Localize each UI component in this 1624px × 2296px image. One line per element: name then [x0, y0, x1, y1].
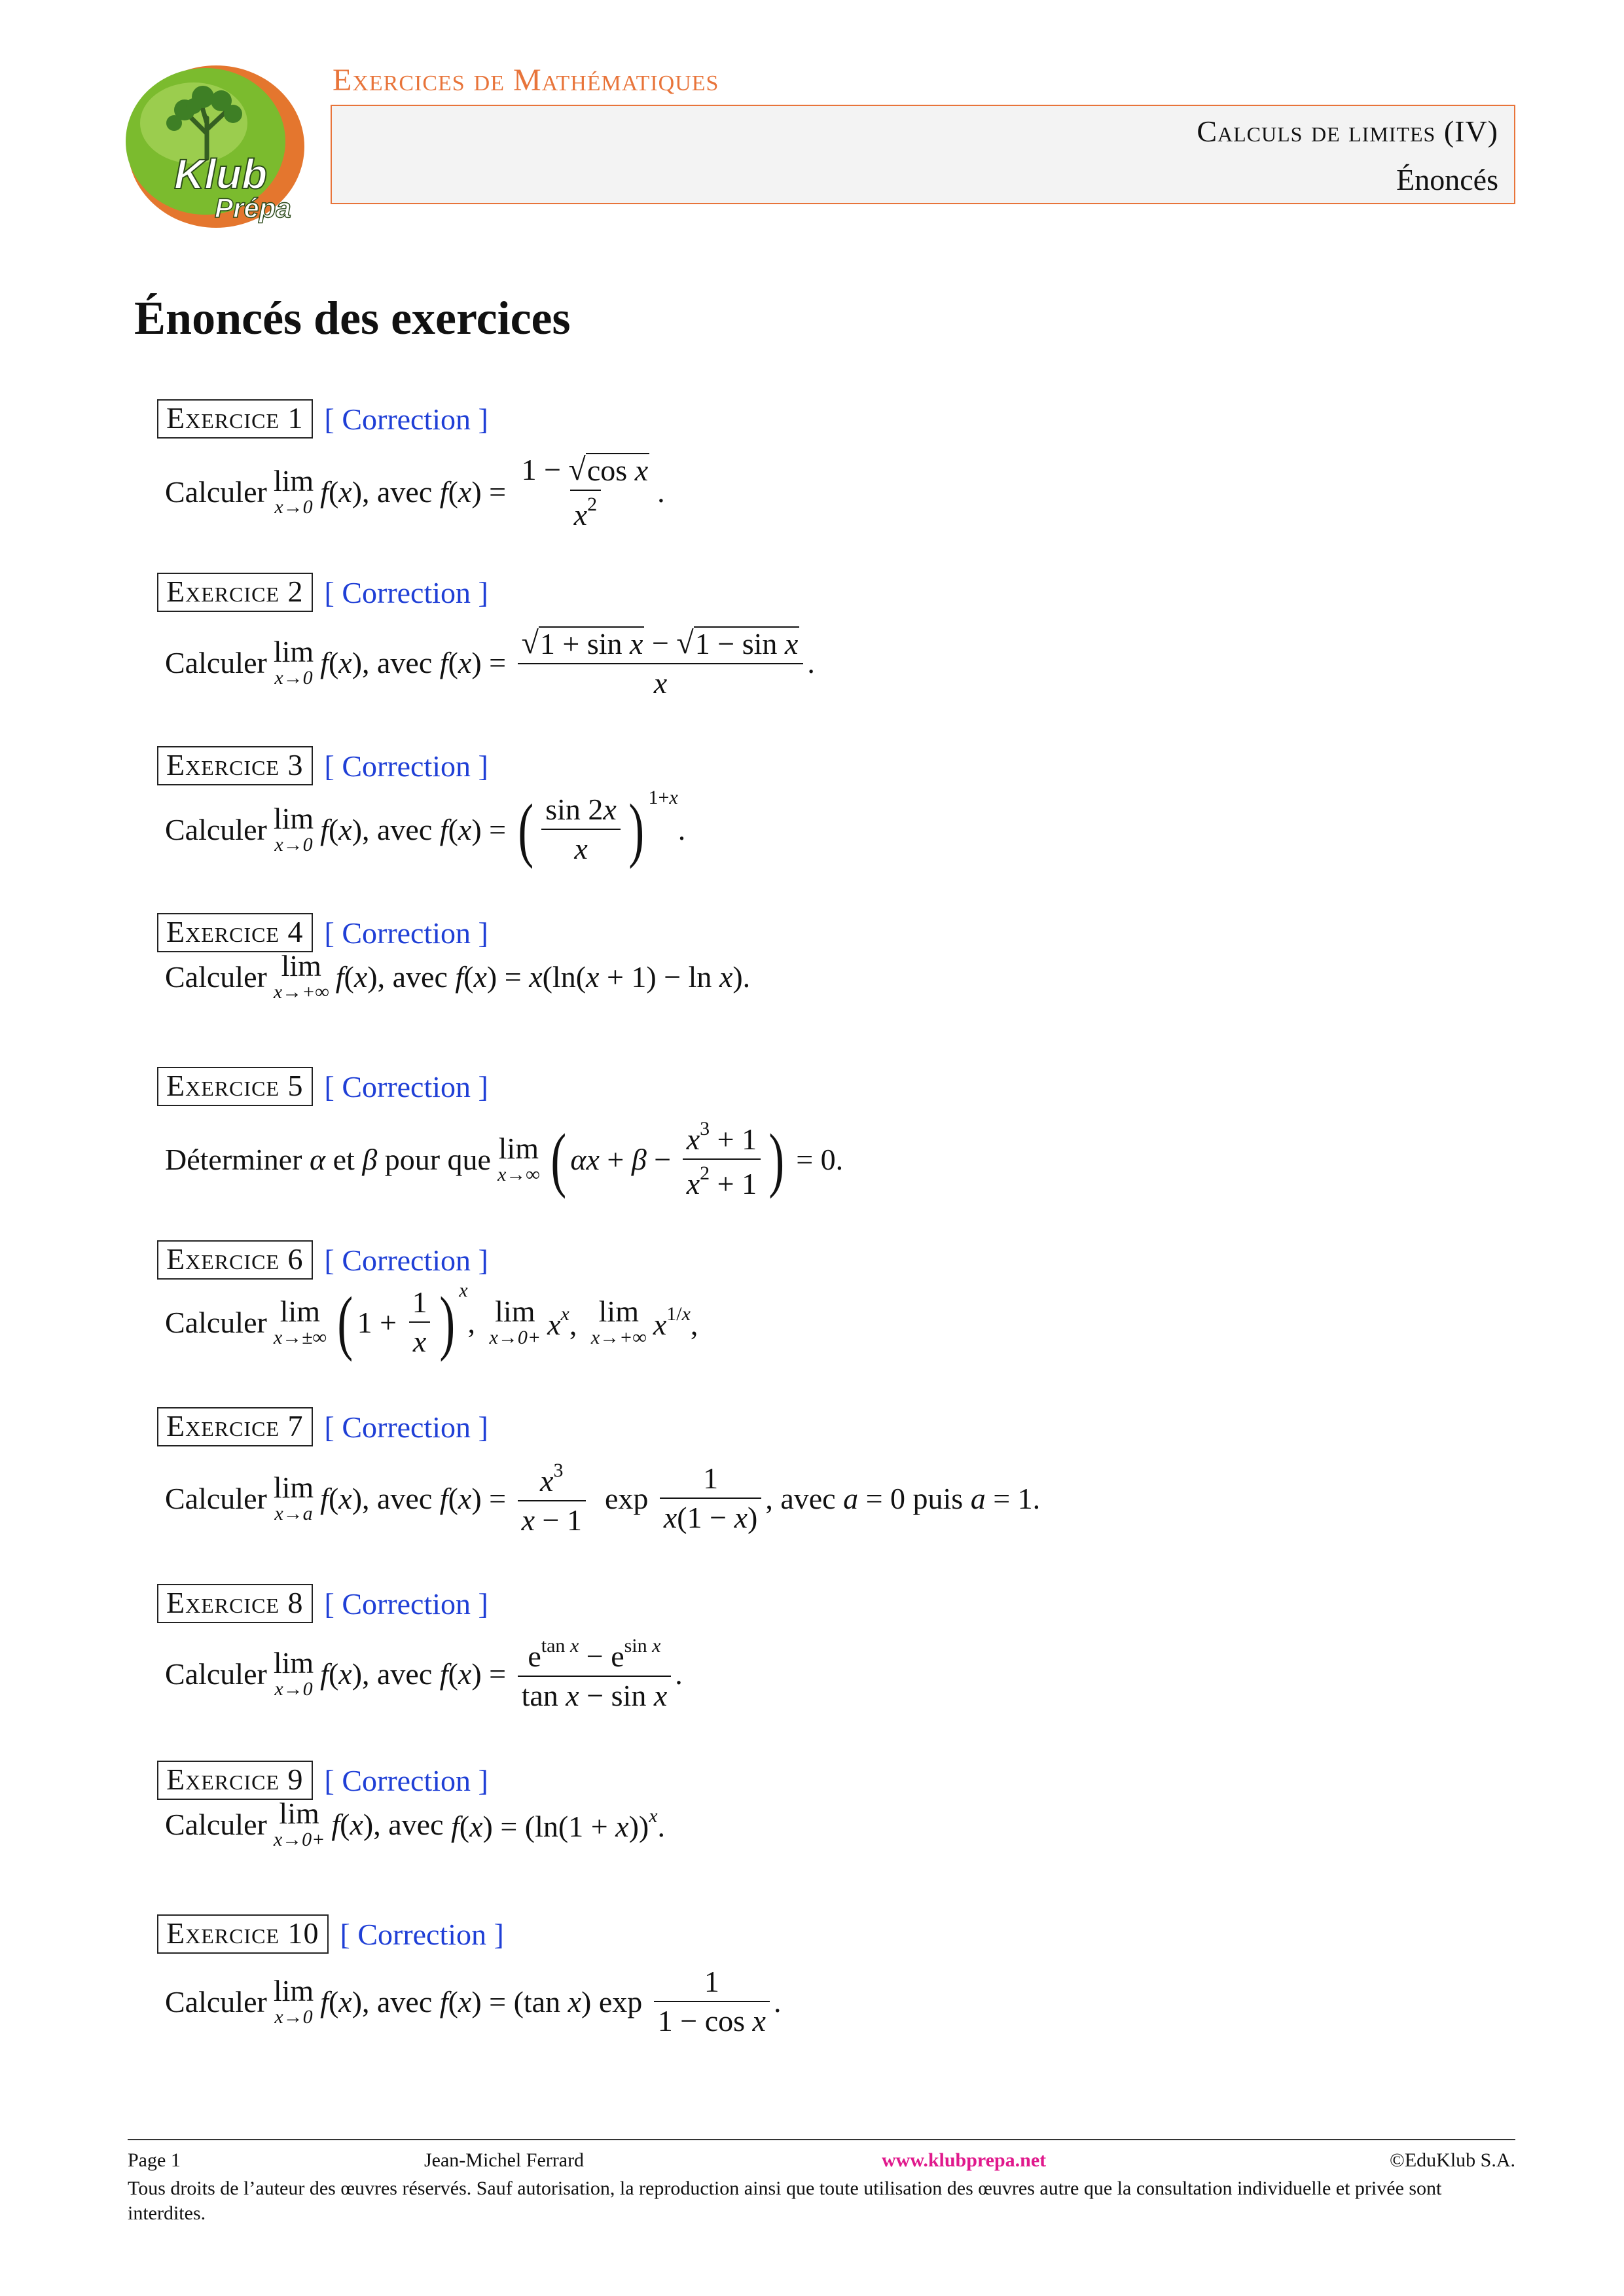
exercise-label: Exercice 5 — [157, 1067, 313, 1106]
exercise-statement: Calculer lim x→±∞ ( 1 + $\frac{1}{x}$ ) x , lim x→0+ $x^x$, lim x→+∞ $x^{1/x}$, — [165, 1280, 698, 1362]
exercise-label: Exercice 9 — [157, 1761, 313, 1800]
fraction: $\frac{1}{x(1 - x)}$ — [660, 1463, 761, 1533]
exercise-1 — [157, 399, 665, 531]
limit-operator: lim x→∞ — [497, 1131, 540, 1185]
exercise-header — [157, 1584, 488, 1623]
document-title: Calculs de limites (IV) — [1197, 115, 1498, 148]
exercise-statement: Calculer lim x→a f(x) , avec f(x) = $\frac{x^3}{x - 1}$ exp $\frac{1}{x(1 - x)}$ , avec a = 0 puis a = 1. — [165, 1460, 1041, 1537]
header-box — [331, 105, 1515, 204]
correction-link[interactable]: [ Correction ] — [324, 402, 488, 436]
fraction: $\frac{e^{tan x} - e^{sin x}}{\text{tan x − sin x}}$ — [518, 1636, 672, 1711]
limit-operator: lim x→a — [273, 1470, 314, 1524]
author-name: Jean-Michel Ferrard — [424, 2149, 585, 2171]
exercise-statement: Calculer lim x→0 f(x) , avec f(x) = ( $\frac{\sin 2x}{x}$ ) 1+x . — [165, 787, 686, 869]
statement-verb: Calculer — [165, 1808, 267, 1841]
correction-link[interactable]: [ Correction ] — [324, 916, 488, 950]
limit-operator: lim x→+∞ — [273, 949, 329, 1003]
exercise-label: Exercice 6 — [157, 1240, 313, 1280]
exercise-header — [157, 1407, 488, 1446]
exercise-header — [157, 1067, 488, 1106]
limit-operator: lim x→0 — [273, 1645, 314, 1700]
exercise-3 — [157, 746, 686, 869]
exercise-7 — [157, 1407, 1041, 1537]
limit-operator: lim x→0 — [273, 1973, 314, 2028]
exercise-label: Exercice 8 — [157, 1584, 313, 1623]
copyright: ©EduKlub S.A. — [1390, 2149, 1515, 2171]
statement-verb: Calculer — [165, 1657, 267, 1691]
statement-verb: Calculer — [165, 1305, 267, 1339]
exercise-10 — [157, 1914, 782, 2037]
exercise-statement: Calculer lim x→0 f(x) , avec f(x) = (tan x) exp $\frac{1}{\text{1 − cos x}}$ . — [165, 1965, 782, 2037]
exercise-statement: Calculer lim x→0 f(x) , avec f(x) = 1 − √ cos x $x^2$ . — [165, 452, 665, 531]
exercise-label: Exercice 2 — [157, 573, 313, 612]
exercise-6 — [157, 1240, 698, 1362]
series-title: Exercices de Mathématiques — [333, 63, 719, 98]
correction-link[interactable]: [ Correction ] — [324, 1243, 488, 1277]
exercise-2 — [157, 573, 815, 700]
correction-link[interactable]: [ Correction ] — [324, 1763, 488, 1797]
exercise-label: Exercice 3 — [157, 746, 313, 785]
limit-operator: lim x→+∞ — [590, 1294, 647, 1348]
statement-verb: Calculer — [165, 475, 267, 509]
limit-operator: lim x→0+ — [273, 1797, 325, 1850]
exercise-statement: Calculer lim x→+∞ f(x) , avec f(x) = x(ln(x + 1) − ln x). — [165, 949, 751, 1003]
fraction: 1 − √ cos x $x^2$ — [521, 452, 649, 531]
exercise-header — [157, 1914, 504, 1954]
document-subtitle: Énoncés — [1396, 163, 1498, 196]
statement-verb: Calculer — [165, 1481, 267, 1515]
fraction: $\frac{1}{\text{1 − cos x}}$ — [654, 1967, 770, 2036]
correction-link[interactable]: [ Correction ] — [340, 1917, 504, 1951]
exercise-header — [157, 746, 488, 785]
exercise-5 — [157, 1067, 844, 1200]
svg-text:Prépa: Prépa — [215, 192, 291, 223]
legal-notice: Tous droits de l’auteur des œuvres réservés. Sauf autorisation, la reproduction ainsi que toute utilisation des œuvres autre que la consultation individuelle et privée sont interdites. — [128, 2178, 1442, 2224]
fraction: √ 1 + sin x − √ 1 − sin x x — [518, 626, 804, 698]
fraction: $\frac{x^3}{x - 1}$ — [518, 1461, 586, 1535]
statement-verb: Calculer — [165, 812, 267, 846]
statement-verb: Déterminer — [165, 1142, 302, 1176]
correction-link[interactable]: [ Correction ] — [324, 575, 488, 609]
exercise-4 — [157, 913, 751, 1003]
fraction: $\frac{1}{x}$ — [408, 1287, 431, 1357]
limit-operator: lim x→0+ — [489, 1294, 541, 1348]
statement-verb: Calculer — [165, 645, 267, 679]
exercise-header — [157, 913, 488, 952]
exercise-9 — [157, 1761, 666, 1850]
exercise-label: Exercice 4 — [157, 913, 313, 952]
page-number: Page 1 — [128, 2149, 181, 2171]
limit-operator: lim x→0 — [273, 463, 314, 518]
statement-verb: Calculer — [165, 960, 267, 994]
svg-text:Klub: Klub — [174, 151, 268, 198]
klubprepa-logo — [117, 60, 313, 230]
exercise-header — [157, 1761, 488, 1800]
exercise-label: Exercice 7 — [157, 1407, 313, 1446]
limit-operator: lim x→±∞ — [273, 1294, 327, 1348]
footer-rule — [128, 2139, 1515, 2140]
exercise-header — [157, 573, 488, 612]
correction-link[interactable]: [ Correction ] — [324, 1587, 488, 1621]
exercise-label: Exercice 10 — [157, 1914, 329, 1954]
square-root: √ 1 + sin x — [521, 626, 643, 660]
statement-verb: Calculer — [165, 1984, 267, 2018]
exercise-header — [157, 399, 488, 439]
square-root: √ cos x — [568, 452, 649, 487]
exercise-statement: Calculer lim x→0+ f(x) , avec $f(x) = (\ln(1 + x))^x$. — [165, 1797, 666, 1850]
limit-operator: lim x→0 — [273, 801, 314, 855]
fraction: $\frac{x^3 + 1}{x^2 + 1}$ — [683, 1119, 761, 1199]
exercise-8 — [157, 1584, 683, 1712]
exercise-statement: Déterminer α et β pour que lim x→∞ ( αx + β − $\frac{x^3 + 1}{x^2 + 1}$ ) = 0. — [165, 1118, 844, 1200]
limit-operator: lim x→0 — [273, 634, 314, 689]
exercise-label: Exercice 1 — [157, 399, 313, 439]
exercise-statement: Calculer lim x→0 f(x) , avec f(x) = √ 1 + sin x − √ 1 − sin x x . — [165, 626, 815, 700]
website-link[interactable]: www.klubprepa.net — [882, 2149, 1047, 2171]
fraction: $\frac{\sin 2x}{x}$ — [541, 795, 621, 864]
correction-link[interactable]: [ Correction ] — [324, 1410, 488, 1444]
correction-link[interactable]: [ Correction ] — [324, 1069, 488, 1103]
exercise-statement: Calculer lim x→0 f(x) , avec f(x) = $\frac{e^{tan x} - e^{sin x}}{\text{tan x − sin x}}$ . — [165, 1635, 683, 1712]
correction-link[interactable]: [ Correction ] — [324, 749, 488, 783]
square-root: √ 1 − sin x — [676, 626, 799, 660]
section-title: Énoncés des exercices — [134, 292, 571, 344]
exercise-header — [157, 1240, 488, 1280]
